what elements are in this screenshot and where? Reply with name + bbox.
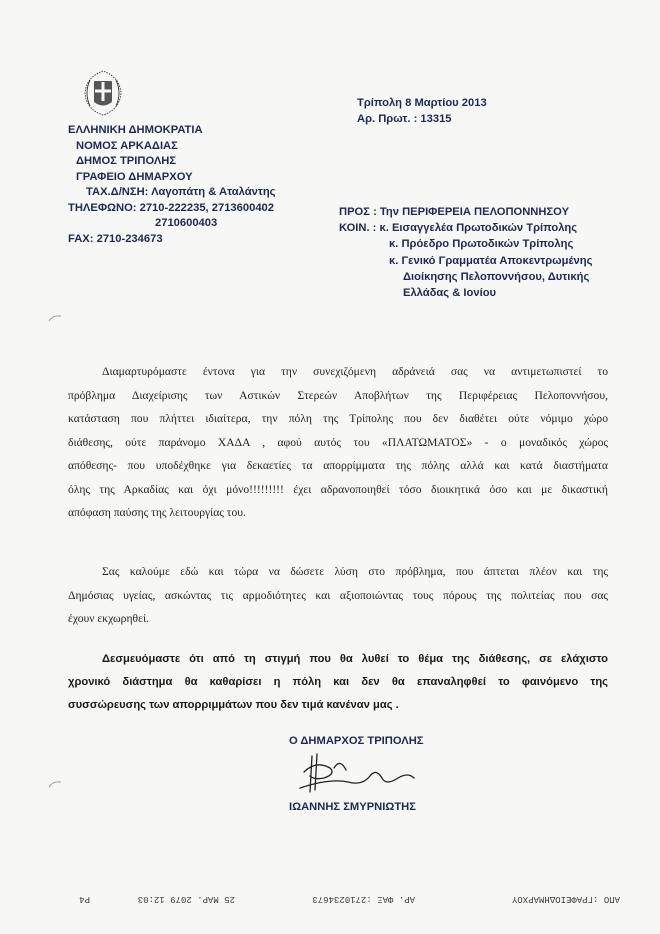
handwritten-signature	[290, 748, 430, 804]
signatory-title: Ο ΔΗΜΑΡΧΟΣ ΤΡΙΠΟΛΗΣ	[289, 735, 424, 747]
date-block	[357, 95, 487, 127]
paragraph-line: Δημόσιας υγείας, ασκώντας τις αρμοδιότητες και αξιοποιώντας τους πόρους της πολιτείας που σας	[68, 588, 608, 602]
recipients-block	[339, 204, 592, 301]
fax-sender: ΑΠΟ :ΓΡΑΦΕΙΟΔΗΜΑΡΧΟΥ	[511, 894, 620, 904]
paragraph-2	[68, 560, 608, 631]
fax-number: ΑΡ. ΦΑΞ :2710234673	[312, 894, 415, 904]
address-line: ΤΑΧ.Δ/ΝΣΗ: Λαγοπάτη & Αταλάντης	[86, 186, 276, 198]
letterhead	[68, 123, 275, 247]
paragraph-line: Σας καλούμε εδώ και τώρα να δώσετε λύση στο πρόβλημα, που άπτεται πλέον και της	[102, 565, 608, 578]
fax-transmission-footer	[60, 888, 620, 904]
protocol-number: Αρ. Πρωτ. : 13315	[357, 113, 452, 125]
paragraph-line: πρόβλημα Διαχείρισης των Αστικών Στερεών Αποβλήτων της Περιφέρειας Πελοποννήσου,	[68, 388, 608, 402]
country-line: ΕΛΛΗΝΙΚΗ ΔΗΜΟΚΡΑΤΙΑ	[68, 124, 203, 136]
phone-line: ΤΗΛΕΦΩΝΟ: 2710-222235, 2713600402	[68, 201, 274, 214]
recipient-cc-3: κ. Γενικό Γραμματέα Αποκεντρωμένης	[389, 254, 593, 267]
recipient-cc-3-cont2: Ελλάδας & Ιονίου	[403, 287, 497, 300]
paragraph-line: απόφαση παύσης της λειτουργίας του.	[68, 506, 246, 519]
municipality-line: ΔΗΜΟΣ ΤΡΙΠΟΛΗΣ	[76, 155, 177, 167]
margin-mark	[48, 314, 62, 322]
greek-coat-of-arms-emblem	[78, 68, 128, 118]
recipient-cc-2: κ. Πρόεδρο Πρωτοδικών Τρίπολης	[389, 238, 574, 251]
paragraph-1	[68, 360, 608, 525]
paragraph-line: απόθεσης- που υποδέχθηκε για δεκαετίες τα απορρίμματα της πόλης αλλά και κατά διαστήματα	[68, 459, 608, 472]
recipient-cc-3-cont: Διοίκησης Πελοποννήσου, Δυτικής	[403, 270, 590, 283]
paragraph-line: Δεσμευόμαστε ότι από τη στιγμή που θα λυθεί το θέμα της διάθεσης, σε ελάχιστο	[102, 653, 608, 665]
paragraph-line: όλης της Αρκαδίας και όχι μόνο!!!!!!!!! έχει αδρανοποιηθεί τόσο διοικητικά όσο και με δικαστική	[68, 482, 608, 496]
fax-page-number: P4	[79, 894, 90, 904]
recipient-cc-1: ΚΟΙΝ. : κ. Εισαγγελέα Πρωτοδικών Τρίπολης	[339, 222, 578, 235]
margin-mark	[48, 780, 62, 788]
place-date: Τρίπολη 8 Μαρτίου 2013	[357, 97, 487, 109]
phone-line-2: 2710600403	[155, 217, 218, 229]
paragraph-line: Διαμαρτυρόμαστε έντονα για την συνεχιζόμενη αδράνειά σας να αντιμετωπιστεί το	[102, 365, 608, 378]
paragraph-line: συσσώρευσης των απορριμμάτων που δεν τιμά κανέναν μας .	[68, 699, 399, 711]
signatory-name: ΙΩΑΝΝΗΣ ΣΜΥΡΝΙΩΤΗΣ	[289, 801, 416, 813]
fax-datetime: 25 ΜΑΡ. 2079 12:03	[137, 894, 235, 904]
paragraph-line: έχουν εκχωρηθεί.	[68, 612, 149, 625]
paragraph-line: χρονικό διάστημα θα καθαρίσει η πόλη και δεν θα επαναληφθεί το φαινόμενο της	[68, 676, 608, 688]
office-line: ΓΡΑΦΕΙΟ ΔΗΜΑΡΧΟΥ	[76, 170, 193, 183]
prefecture-line: ΝΟΜΟΣ ΑΡΚΑΔΙΑΣ	[76, 139, 178, 152]
paragraph-line: διάθεσης, ούτε παράνομο ΧΑΔΑ , αφού αυτός του «ΠΛΑΤΩΜΑΤΟΣ» - ο μοναδικός χώρος	[68, 435, 608, 449]
paragraph-line: κατάσταση που πλήττει ιδιαίτερα, την πόλη της Τρίπολης που δεν διαθέτει ούτε νόμιμο χώρο	[68, 412, 608, 425]
fax-line: FAX: 2710-234673	[68, 232, 163, 245]
recipient-to: ΠΡΟΣ : Την ΠΕΡΙΦΕΡΕΙΑ ΠΕΛΟΠΟΝΝΗΣΟΥ	[339, 206, 570, 218]
paragraph-3	[68, 648, 608, 717]
